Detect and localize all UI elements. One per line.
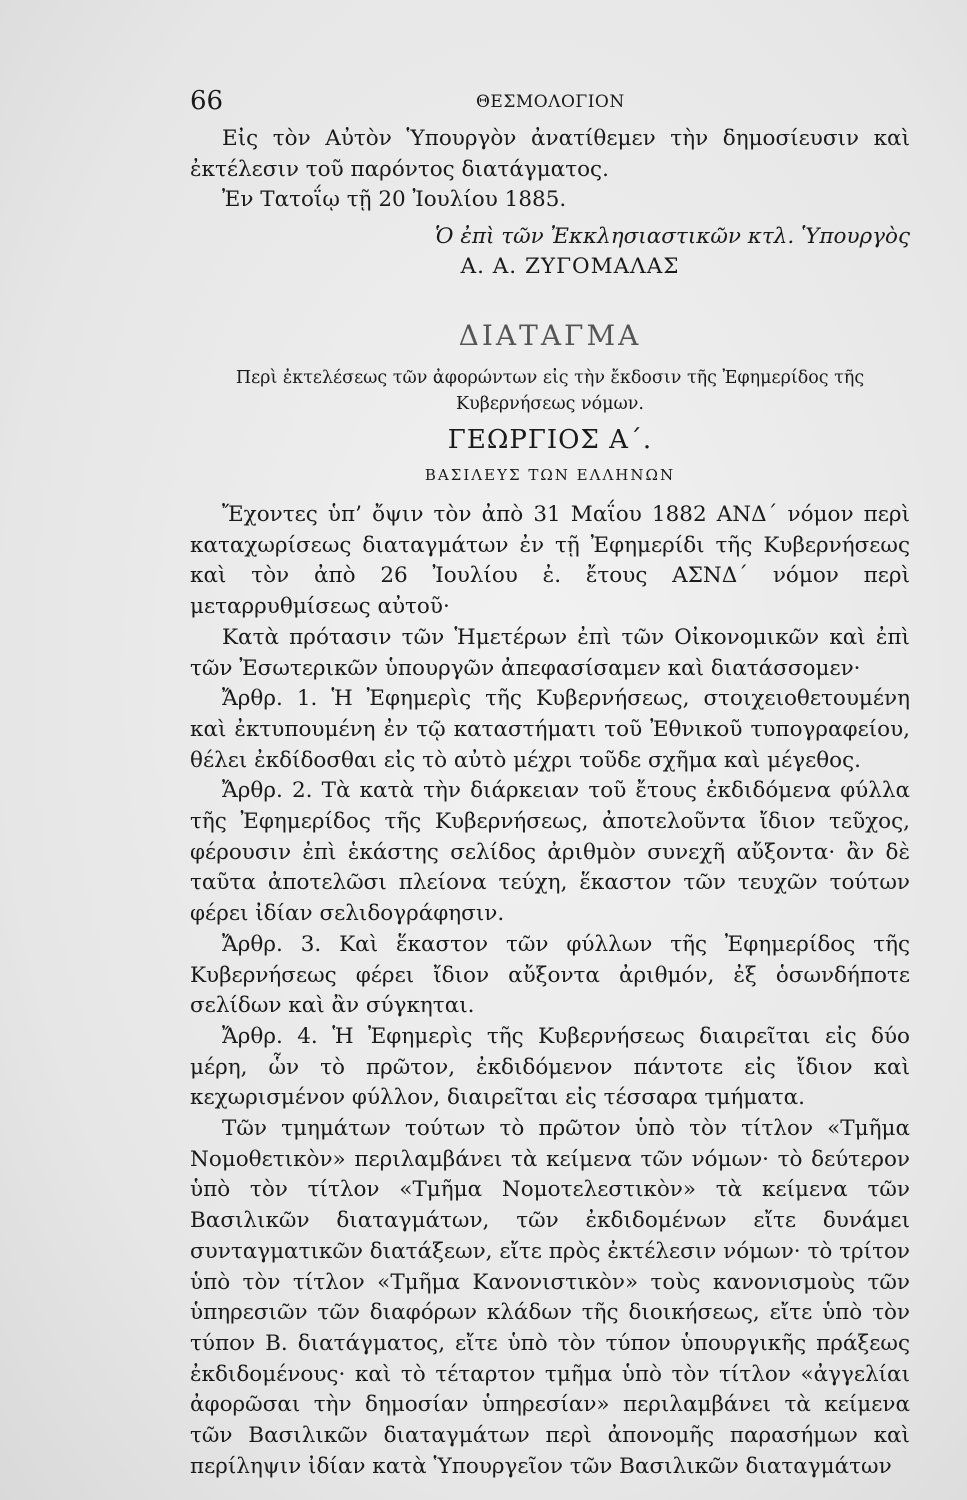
signatory-name: Α. Α. ΖΥΓΟΜΑΛΑΣ: [460, 254, 680, 279]
signatory-role: Ὁ ἐπὶ τῶν Ἐκκλησιαστικῶν κτλ. Ὑπουργὸς: [435, 223, 910, 249]
body-paragraph: Τῶν τμημάτων τούτων τὸ πρῶτον ὑπὸ τὸν τίτλον «Τμῆμα Νομοθετικὸν» περιλαμβάνει τὰ κείμενα τῶν νόμων· τὸ δεύτερον ὑπὸ τὸν τίτλον «Τμῆμα Νομοτελεστικὸν» τὰ κείμενα τῶν Βασιλικῶν διαταγμάτων, τῶν ἐκδιδομένων εἴτε δυνάμει συνταγματικῶν διατάξεων, εἴτε πρὸς ἐκτέλεσιν νόμων· τὸ τρίτον ὑπὸ τὸν τίτλον «Τμῆμα Κανονιστικὸν» τοὺς κανονισμοὺς τῶν ὑπηρεσιῶν τῶν διαφόρων κλάδων τῆς διοικήσεως, εἴτε ὑπὸ τὸν τύπον Β. διατάγματος, εἴτε ὑπὸ τὸν τύπον ὑπουργικῆς πράξεως ἐκδιδομένους· καὶ τὸ τέταρτον τμῆμα ὑπὸ τὸν τίτλον «ἀγγελίαι ἀφορῶσαι τὴν δημοσίαν ὑπηρεσίαν» περιλαμβάνει τὰ κείμενα τῶν Βασιλικῶν διαταγμάτων περὶ ἀπονομῆς παρασήμων καὶ περίληψιν ἰδίαν κατὰ Ὑπουργεῖον τῶν Βασιλικῶν διαταγμάτων: [190, 1116, 910, 1479]
article-3: Ἄρθρ. 3. Καὶ ἕκαστον τῶν φύλλων τῆς Ἐφημερίδος τῆς Κυβερνήσεως φέρει ἴδιον αὔξοντα ἀριθμόν, ἐξ ὁσωνδήποτε σελίδων καὶ ἂν σύγκηται.: [190, 931, 910, 1019]
king-title: ΒΑΣΙΛΕΥΣ ΤΩΝ ΕΛΛΗΝΩΝ: [424, 465, 676, 484]
decree-subject: Περὶ ἐκτελέσεως τῶν ἀφορώντων εἰς τὴν ἔκδοσιν τῆς Ἐφημερίδος τῆς Κυβερνήσεως νόμων.: [235, 368, 865, 414]
decree-title: ΔΙΑΤΑΓΜΑ: [458, 318, 642, 352]
article-1: Ἄρθρ. 1. Ἡ Ἐφημερὶς τῆς Κυβερνήσεως, στοιχειοθετουμένη καὶ ἐκτυπουμένη ἐν τῷ καταστήματι τοῦ Ἐθνικοῦ τυπογραφείου, θέλει ἐκδίδοσθαι εἰς τὸ αὐτὸ μέχρι τοῦδε σχῆμα καὶ μέγεθος.: [190, 686, 910, 773]
intro-paragraph: Εἰς τὸν Αὐτὸν Ὑπουργὸν ἀνατίθεμεν τὴν δημοσίευσιν καὶ ἐκτέλεσιν τοῦ παρόντος διατάγματος.: [190, 126, 910, 182]
king-name: ΓΕΩΡΓΙΟΣ Α΄.: [447, 425, 653, 455]
decree-body: [190, 500, 910, 1483]
running-head: [190, 86, 910, 116]
page-body: [190, 124, 910, 1483]
page-number: 66: [190, 86, 224, 116]
body-paragraph: Ἔχοντες ὑπ’ ὄψιν τὸν ἀπὸ 31 Μαΐου 1882 ΑΝΔ΄ νόμον περὶ καταχωρίσεως διαταγμάτων ἐν τῇ Ἐφημερίδι τῆς Κυβερνήσεως καὶ τὸν ἀπὸ 26 Ἰουλίου ἐ. ἔτους ΑΣΝΔ΄ νόμον περὶ μεταρρυθμίσεως αὐτοῦ·: [190, 502, 910, 620]
article-4: Ἄρθρ. 4. Ἡ Ἐφημερὶς τῆς Κυβερνήσεως διαιρεῖται εἰς δύο μέρη, ὧν τὸ πρῶτον, ἐκδιδόμενον πάντοτε εἰς ἴδιον καὶ κεχωρισμένον φύλλον, διαιρεῖται εἰς τέσσαρα τμήματα.: [190, 1023, 910, 1111]
journal-title: ΘΕΣΜΟΛΟΓΙΟΝ: [476, 92, 625, 112]
decree-date: Ἐν Τατοΐῳ τῇ 20 Ἰουλίου 1885.: [222, 187, 567, 212]
article-2: Ἄρθρ. 2. Τὰ κατὰ τὴν διάρκειαν τοῦ ἔτους ἐκδιδόμενα φύλλα τῆς Ἐφημερίδος τῆς Κυβερνήσεως, ἀποτελοῦντα ἴδιον τεῦχος, φέρουσιν ἐπὶ ἑκάστης σελίδος ἀριθμὸν συνεχῆ αὔξοντα· ἂν δὲ ταῦτα ἀποτελῶσι πλείονα τεύχη, ἕκαστον τῶν τευχῶν τούτων φέρει ἰδίαν σελιδογράφησιν.: [190, 778, 910, 927]
body-paragraph: Κατὰ πρότασιν τῶν Ἡμετέρων ἐπὶ τῶν Οἰκονομικῶν καὶ ἐπὶ τῶν Ἐσωτερικῶν ὑπουργῶν ἀπεφασίσαμεν καὶ διατάσσομεν·: [190, 624, 910, 681]
